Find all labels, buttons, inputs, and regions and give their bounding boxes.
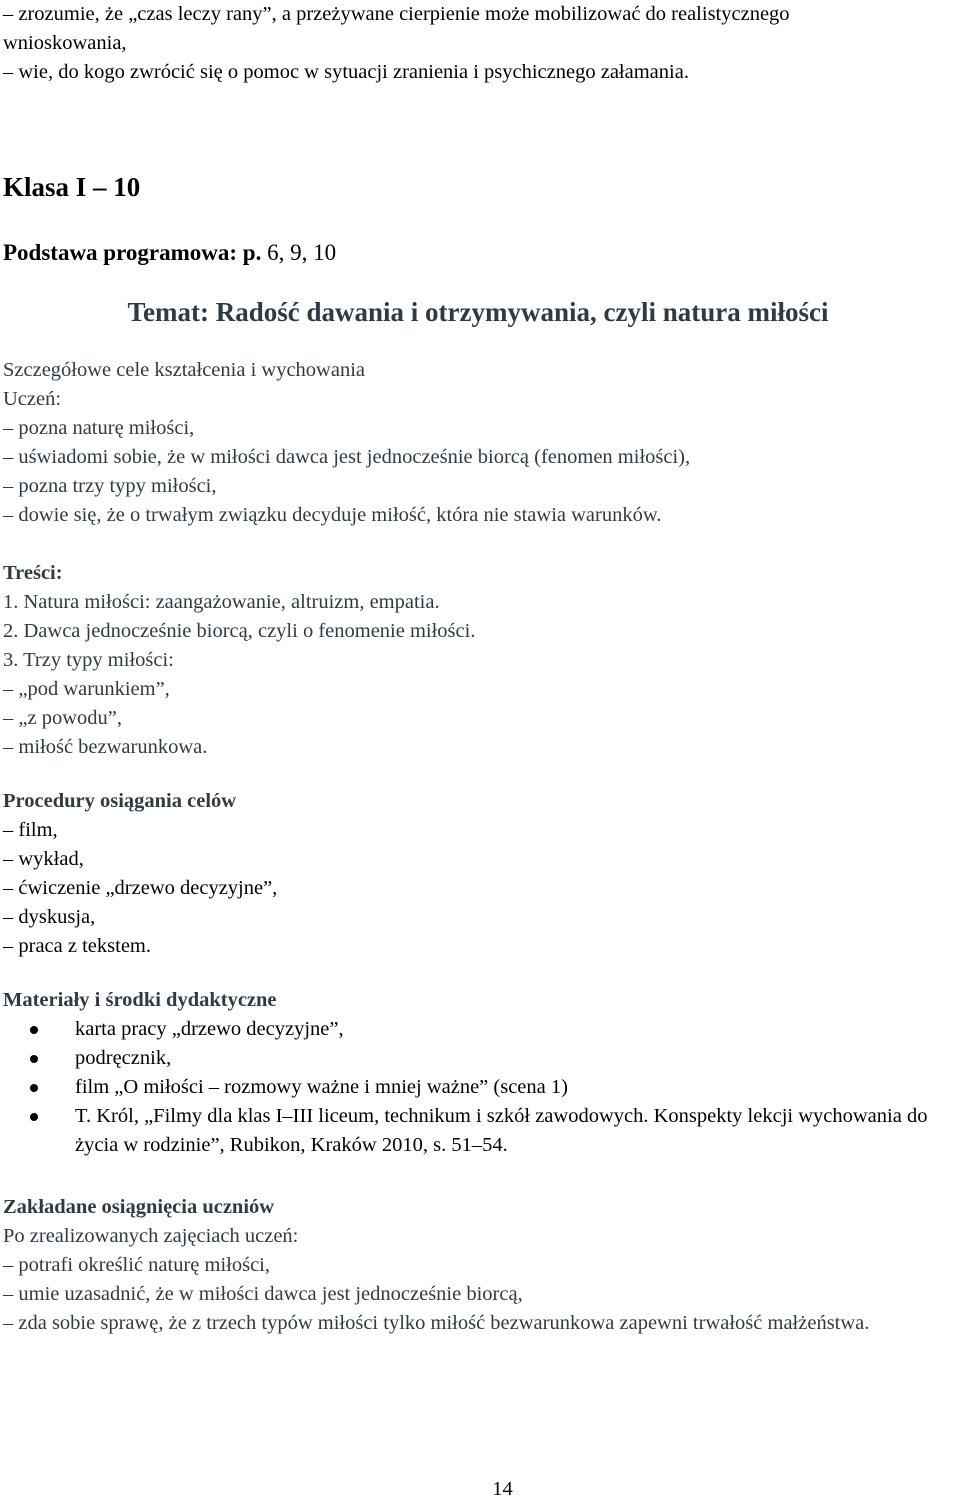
outcomes-heading: Zakładane osiągnięcia uczniów bbox=[3, 1196, 275, 1218]
bullet-item bbox=[3, 1102, 953, 1160]
list-item: – zrozumie, że „czas leczy rany”, a przeżywane cierpienie może mobilizować do realistycznego bbox=[3, 3, 790, 25]
list-item: – pozna naturę miłości, bbox=[3, 417, 195, 439]
list-item: – pozna trzy typy miłości, bbox=[3, 475, 217, 497]
bullet-icon bbox=[30, 1026, 38, 1034]
objectives-section bbox=[3, 356, 953, 530]
bullet-text: T. Król, „Filmy dla klas I–III liceum, technikum i szkół zawodowych. Konspekty lekcji wychowania do życia w rodzinie”, Rubikon, Kraków 2010, s. 51–54. bbox=[75, 1105, 928, 1156]
bullet-icon bbox=[30, 1084, 38, 1092]
objectives-intro: Uczeń: bbox=[3, 388, 62, 410]
list-item: – wykład, bbox=[3, 848, 84, 870]
procedures-section bbox=[3, 787, 953, 961]
list-item: – ćwiczenie „drzewo decyzyjne”, bbox=[3, 877, 278, 899]
list-item: – „z powodu”, bbox=[3, 707, 122, 729]
list-item: – wie, do kogo zwrócić się o pomoc w sytuacji zranienia i psychicznego załamania. bbox=[3, 61, 689, 83]
list-item: – miłość bezwarunkowa. bbox=[3, 736, 208, 758]
procedures-heading: Procedury osiągania celów bbox=[3, 790, 237, 812]
list-item: – zda sobie sprawę, że z trzech typów miłości tylko miłość bezwarunkowa zapewni trwałość małżeństwa. bbox=[3, 1312, 870, 1334]
class-heading: Klasa I – 10 bbox=[3, 172, 141, 202]
bullet-item bbox=[3, 1015, 953, 1044]
outcomes-section bbox=[3, 1193, 953, 1338]
list-item: 1. Natura miłości: zaangażowanie, altruizm, empatia. bbox=[3, 591, 440, 613]
page-number: 14 bbox=[492, 1478, 513, 1500]
contents-heading: Treści: bbox=[3, 562, 63, 584]
outcomes-intro: Po zrealizowanych zajęciach uczeń: bbox=[3, 1225, 299, 1247]
list-item: – praca z tekstem. bbox=[3, 935, 151, 957]
bullet-icon bbox=[30, 1055, 38, 1063]
list-item: – uświadomi sobie, że w miłości dawca jest jednocześnie biorcą (fenomen miłości), bbox=[3, 446, 691, 468]
bullet-item bbox=[3, 1073, 953, 1102]
list-item: – dowie się, że o trwałym związku decyduje miłość, która nie stawia warunków. bbox=[3, 504, 662, 526]
lesson-topic: Temat: Radość dawania i otrzymywania, czyli natura miłości bbox=[127, 297, 829, 327]
curriculum-basis-label: Podstawa programowa: p. bbox=[3, 240, 262, 265]
objectives-heading: Szczegółowe cele kształcenia i wychowania bbox=[3, 359, 365, 381]
materials-section bbox=[3, 986, 953, 1160]
list-item: – dyskusja, bbox=[3, 906, 96, 928]
top-list bbox=[3, 0, 953, 87]
contents-section bbox=[3, 559, 953, 762]
materials-heading: Materiały i środki dydaktyczne bbox=[3, 989, 277, 1011]
bullet-icon bbox=[30, 1113, 38, 1121]
curriculum-basis-numbers: 6, 9, 10 bbox=[267, 240, 337, 265]
bullet-text: film „O miłości – rozmowy ważne i mniej ważne” (scena 1) bbox=[75, 1076, 568, 1098]
list-item: wnioskowania, bbox=[3, 32, 127, 54]
list-item: 2. Dawca jednocześnie biorcą, czyli o fenomenie miłości. bbox=[3, 620, 476, 642]
bullet-text: podręcznik, bbox=[75, 1047, 172, 1069]
curriculum-basis bbox=[3, 238, 953, 268]
list-item: – potrafi określić naturę miłości, bbox=[3, 1254, 270, 1276]
list-item: – „pod warunkiem”, bbox=[3, 678, 170, 700]
bullet-text: karta pracy „drzewo decyzyjne”, bbox=[75, 1018, 344, 1040]
list-item: – film, bbox=[3, 819, 58, 841]
list-item: 3. Trzy typy miłości: bbox=[3, 649, 174, 671]
bullet-item bbox=[3, 1044, 953, 1073]
list-item: – umie uzasadnić, że w miłości dawca jest jednocześnie biorcą, bbox=[3, 1283, 523, 1305]
